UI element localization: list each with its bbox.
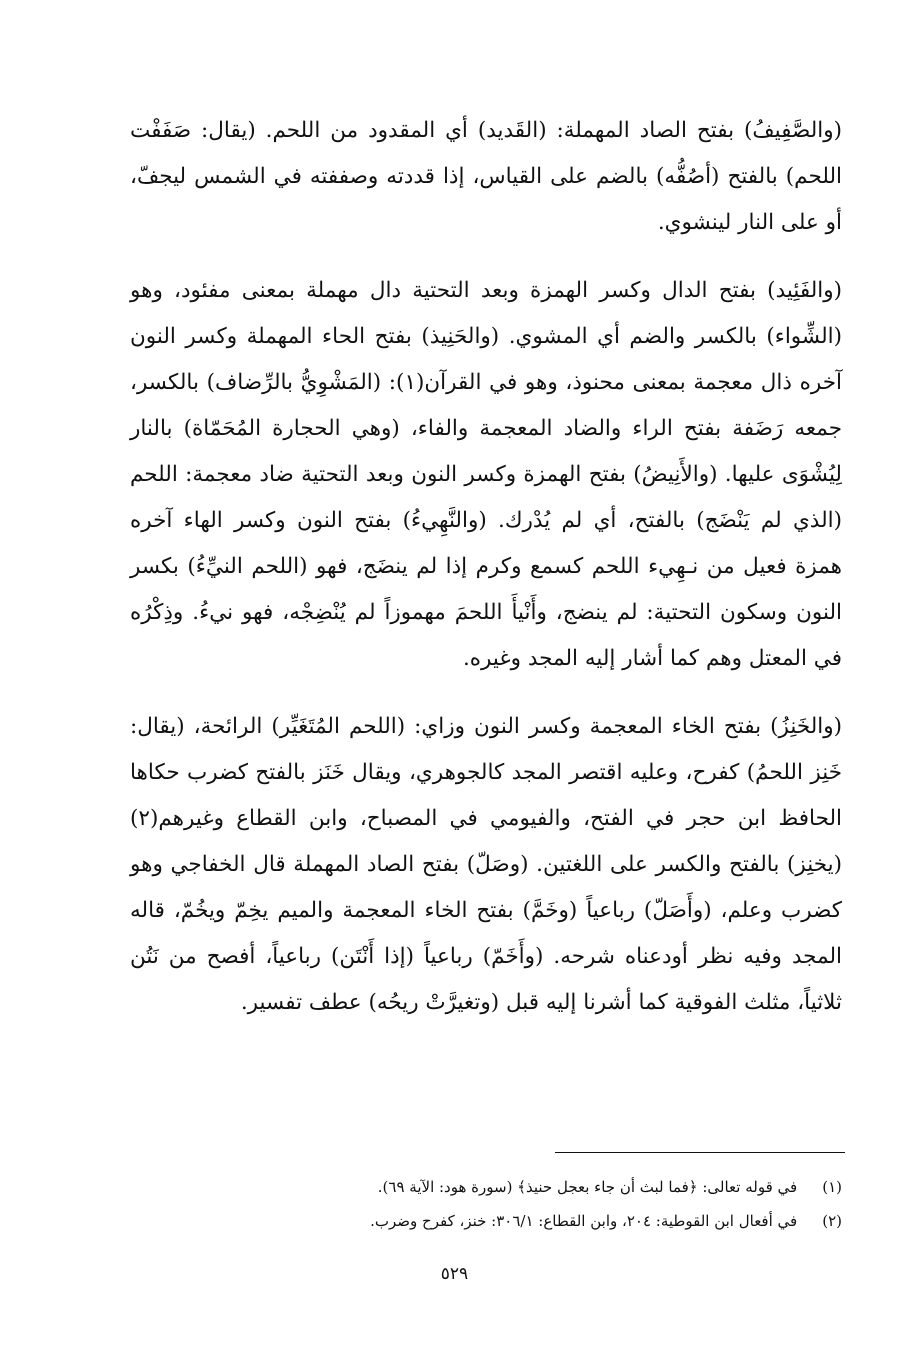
footnotes [130, 1170, 842, 1238]
footnote-divider [555, 1152, 845, 1153]
main-text [130, 108, 842, 1026]
footnote-number: (١) [822, 1178, 842, 1196]
paragraph-safif: (والصَّفِيفُ) بفتح الصاد المهملة: (القَديد) أي المقدود من اللحم. (يقال: صَفَفْت اللحم) بالفتح (أصُفُّه) بالضم على القياس، إذا قددته وصففته في الشمس ليجفّ، أو على النار لينشوي. [130, 118, 842, 235]
footnote-text: في أفعال ابن القوطية: ٢٠٤، وابن القطاع: ٣٠٦/١: خنز، كفرح وضرب. [370, 1212, 798, 1230]
footnote-2 [130, 1204, 842, 1238]
footnote-text: في قوله تعالى: ﴿فما لبث أن جاء بعجل حنيذ﴾ (سورة هود: الآية ٦٩). [377, 1178, 798, 1196]
paragraph-faid: (والفَئِيد) بفتح الدال وكسر الهمزة وبعد التحتية دال مهملة بمعنى مفئود، وهو (الشِّواء) بالكسر والضم أي المشوي. (والحَنِيذ) بفتح الحاء المهملة وكسر النون آخره ذال معجمة بمعنى محنوذ، وهو في القرآن(١): (المَشْوِيُّ بالرِّضاف) بالكسر، جمعه رَضَفة بفتح الراء والضاد المعجمة والفاء، (وهي الحجارة المُحَمّاة) بالنار لِيُشْوَى عليها. (والأَنِيضُ) بفتح الهمزة وكسر النون وبعد التحتية ضاد معجمة: اللحم (الذي لم يَنْضَج) بالفتح، أي لم يُدْرك. (والنَّهِيءُ) بفتح النون وكسر الهاء آخره همزة فعيل من نـهِيء اللحم كسمع وكرم إذا لم ينضَج، فهو (اللحم النيِّءُ) بكسر النون وسكون التحتية: لم ينضج، وأَنْيأَ اللحمَ مهموزاً لم يُنْضِجْه، فهو نيءُ. وذِكْرُه في المعتل وهم كما أشار إليه المجد وغيره. [130, 278, 842, 671]
paragraph-khaniz: (والخَنِزُ) بفتح الخاء المعجمة وكسر النون وزاي: (اللحم المُتَغَيِّر) الرائحة، (يقال: خَنِز اللحمُ) كفرح، وعليه اقتصر المجد كالجوهري، ويقال خَنَز بالفتح كضرب حكاها الحافظ ابن حجر في الفتح، والفيومي في المصباح، وابن القطاع وغيرهم(٢) (يخنِز) بالفتح والكسر على اللغتين. (وصَلّ) بفتح الصاد المهملة قال الخفاجي وهو كضرب وعلم، (وأَصَلّ) رباعياً (وخَمَّ) بفتح الخاء المعجمة والميم يخِمّ ويخُمّ، قاله المجد وفيه نظر أودعناه شرحه. (وأَخَمّ) رباعياً (إذا أَنْتَن) رباعياً، أفصح من نَتُن ثلاثياً، مثلث الفوقية كما أشرنا إليه قبل (وتغيرَّتْ ريحُه) عطف تفسير. [130, 714, 842, 1015]
footnote-1 [130, 1170, 842, 1204]
footnote-number: (٢) [822, 1212, 842, 1230]
page-number: ٥٢٩ [440, 1264, 469, 1284]
